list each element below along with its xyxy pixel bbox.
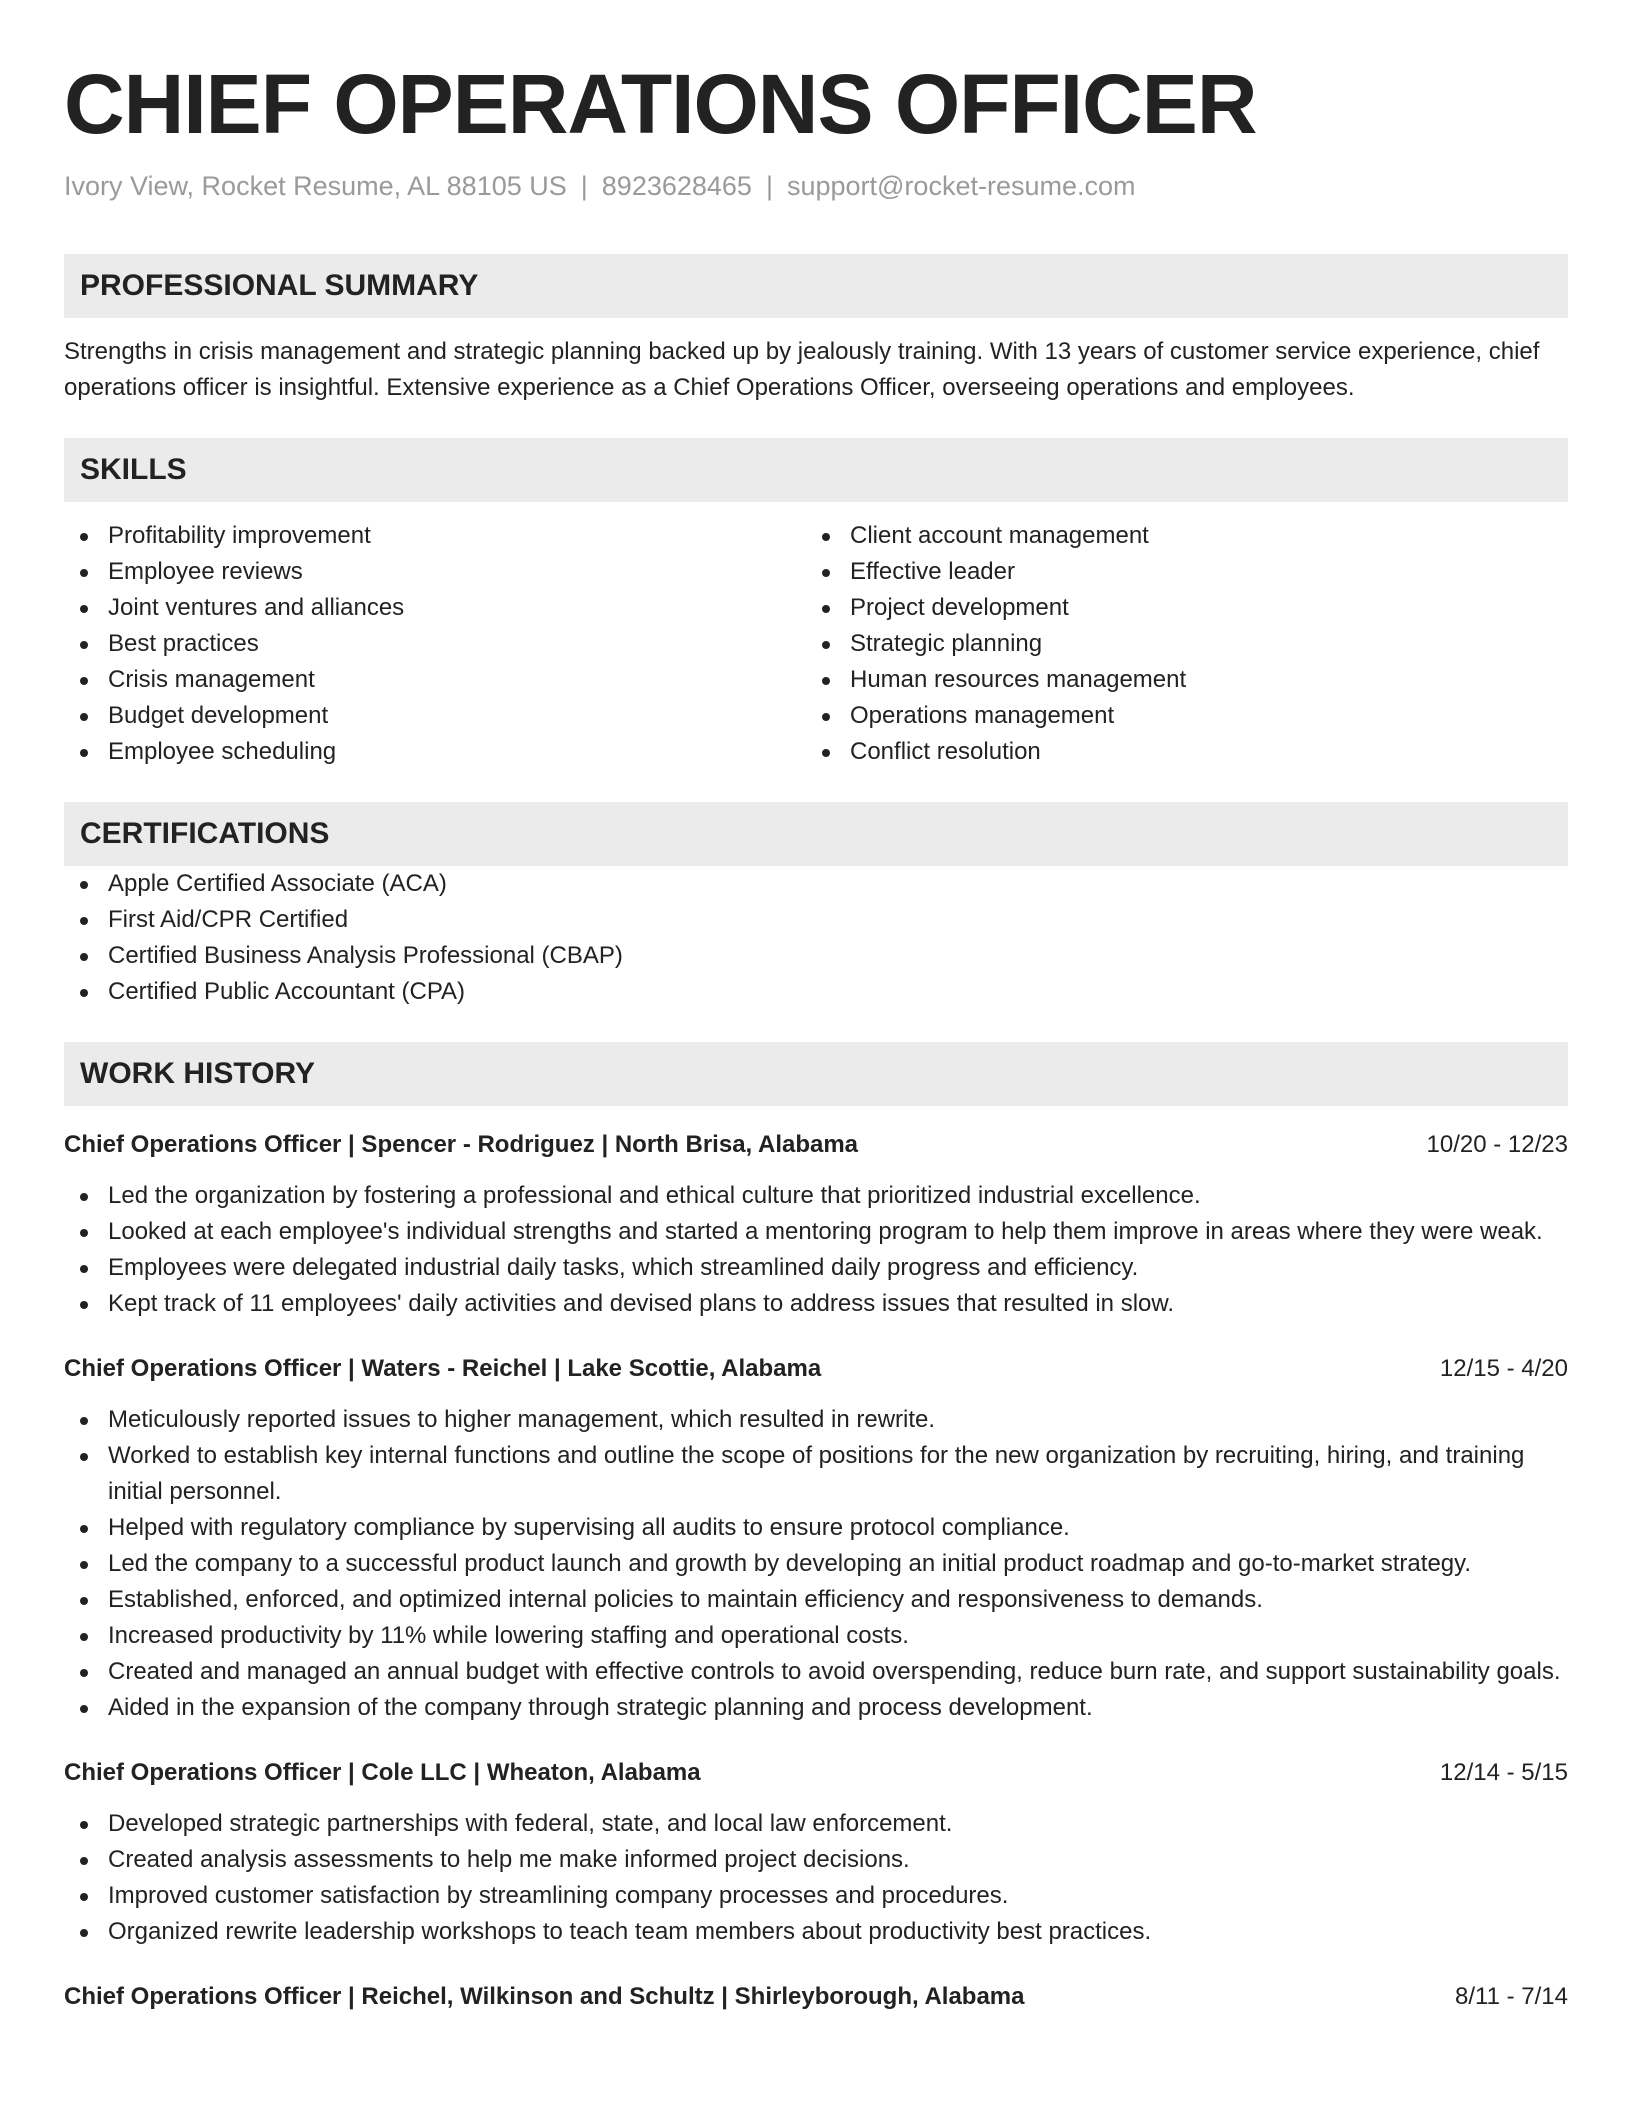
skill-item: Best practices (64, 626, 806, 662)
job-header (64, 1352, 1568, 1386)
skill-item: Client account management (806, 518, 1548, 554)
job-bullet: Increased productivity by 11% while lowering staffing and operational costs. (64, 1618, 1568, 1654)
job-bullet: Employees were delegated industrial daily tasks, which streamlined daily progress and efficiency. (64, 1250, 1568, 1286)
job-bullet: Helped with regulatory compliance by supervising all audits to ensure protocol compliance. (64, 1510, 1568, 1546)
skills-right-list (806, 518, 1548, 770)
job-title: Chief Operations Officer | Spencer - Rodriguez | North Brisa, Alabama (64, 1131, 859, 1158)
skills-section (64, 438, 1568, 770)
summary-heading: PROFESSIONAL SUMMARY (64, 254, 1568, 318)
skills-columns (64, 518, 1568, 770)
skill-item: Effective leader (806, 554, 1548, 590)
skill-item: Budget development (64, 698, 806, 734)
job-bullet: Improved customer satisfaction by streamlining company processes and procedures. (64, 1878, 1568, 1914)
work-history-heading: WORK HISTORY (64, 1042, 1568, 1106)
job-bullet: Looked at each employee's individual strengths and started a mentoring program to help them improve in areas where they were weak. (64, 1214, 1568, 1250)
job-bullet: Organized rewrite leadership workshops to teach team members about productivity best practices. (64, 1914, 1568, 1950)
skill-item: Crisis management (64, 662, 806, 698)
work-history-section (64, 1042, 1568, 2014)
job-bullet: Aided in the expansion of the company through strategic planning and process development. (64, 1690, 1568, 1726)
certification-item: First Aid/CPR Certified (64, 902, 1568, 938)
job-bullets (64, 1402, 1568, 1726)
job-bullet: Meticulously reported issues to higher management, which resulted in rewrite. (64, 1402, 1568, 1438)
job-dates: 12/15 - 4/20 (1439, 1355, 1568, 1382)
job-title: Chief Operations Officer | Cole LLC | Wheaton, Alabama (64, 1759, 701, 1786)
certifications-list (64, 866, 1568, 1010)
job-bullet: Worked to establish key internal functions and outline the scope of positions for the new organization by recruiting, hiring, and training initial personnel. (64, 1438, 1568, 1510)
contact-phone: 8923628465 (601, 171, 752, 201)
contact-email: support@rocket-resume.com (786, 171, 1136, 201)
resume-name: CHIEF OPERATIONS OFFICER (64, 57, 1257, 151)
job-title: Chief Operations Officer | Reichel, Wilkinson and Schultz | Shirleyborough, Alabama (64, 1983, 1025, 2010)
job-dates: 10/20 - 12/23 (1426, 1131, 1568, 1158)
summary-text: Strengths in crisis management and strategic planning backed up by jealously training. With 13 years of customer service experience, chief operations officer is insightful. Extensive experience as a Chief Operations Officer, overseeing operations and employees. (64, 338, 1540, 401)
job-bullet: Led the company to a successful product launch and growth by developing an initial product roadmap and go-to-market strategy. (64, 1546, 1568, 1582)
skills-heading: SKILLS (64, 438, 1568, 502)
job-bullet: Established, enforced, and optimized internal policies to maintain efficiency and responsiveness to demands. (64, 1582, 1568, 1618)
contact-line (64, 168, 1568, 204)
job-entry (64, 1980, 1568, 2014)
skill-item: Conflict resolution (806, 734, 1548, 770)
skill-item: Strategic planning (806, 626, 1548, 662)
contact-separator: | (580, 171, 588, 201)
skill-item: Profitability improvement (64, 518, 806, 554)
skills-left-list (64, 518, 806, 770)
job-bullet: Created analysis assessments to help me make informed project decisions. (64, 1842, 1568, 1878)
job-bullets (64, 1178, 1568, 1322)
certifications-heading: CERTIFICATIONS (64, 802, 1568, 866)
job-bullet: Kept track of 11 employees' daily activities and devised plans to address issues that resulted in slow. (64, 1286, 1568, 1322)
job-entry (64, 1352, 1568, 1726)
certification-item: Apple Certified Associate (ACA) (64, 866, 1568, 902)
job-header (64, 1980, 1568, 2014)
job-bullets (64, 1806, 1568, 1950)
job-entry (64, 1128, 1568, 1322)
job-dates: 8/11 - 7/14 (1455, 1983, 1568, 2010)
skill-item: Employee scheduling (64, 734, 806, 770)
certification-item: Certified Business Analysis Professional (CBAP) (64, 938, 1568, 974)
contact-separator: | (765, 171, 773, 201)
job-entry (64, 1756, 1568, 1950)
resume-page (64, 0, 1568, 2014)
skill-item: Operations management (806, 698, 1548, 734)
skill-item: Human resources management (806, 662, 1548, 698)
certifications-section (64, 802, 1568, 1010)
skill-item: Project development (806, 590, 1548, 626)
skill-item: Employee reviews (64, 554, 806, 590)
job-bullet: Led the organization by fostering a professional and ethical culture that prioritized industrial excellence. (64, 1178, 1568, 1214)
job-header (64, 1756, 1568, 1790)
summary-section (64, 254, 1568, 406)
job-bullet: Developed strategic partnerships with federal, state, and local law enforcement. (64, 1806, 1568, 1842)
job-bullet: Created and managed an annual budget with effective controls to avoid overspending, reduce burn rate, and support sustainability goals. (64, 1654, 1568, 1690)
certification-item: Certified Public Accountant (CPA) (64, 974, 1568, 1010)
job-title: Chief Operations Officer | Waters - Reichel | Lake Scottie, Alabama (64, 1355, 822, 1382)
contact-address: Ivory View, Rocket Resume, AL 88105 US (64, 171, 567, 201)
job-header (64, 1128, 1568, 1162)
job-dates: 12/14 - 5/15 (1439, 1759, 1568, 1786)
skill-item: Joint ventures and alliances (64, 590, 806, 626)
